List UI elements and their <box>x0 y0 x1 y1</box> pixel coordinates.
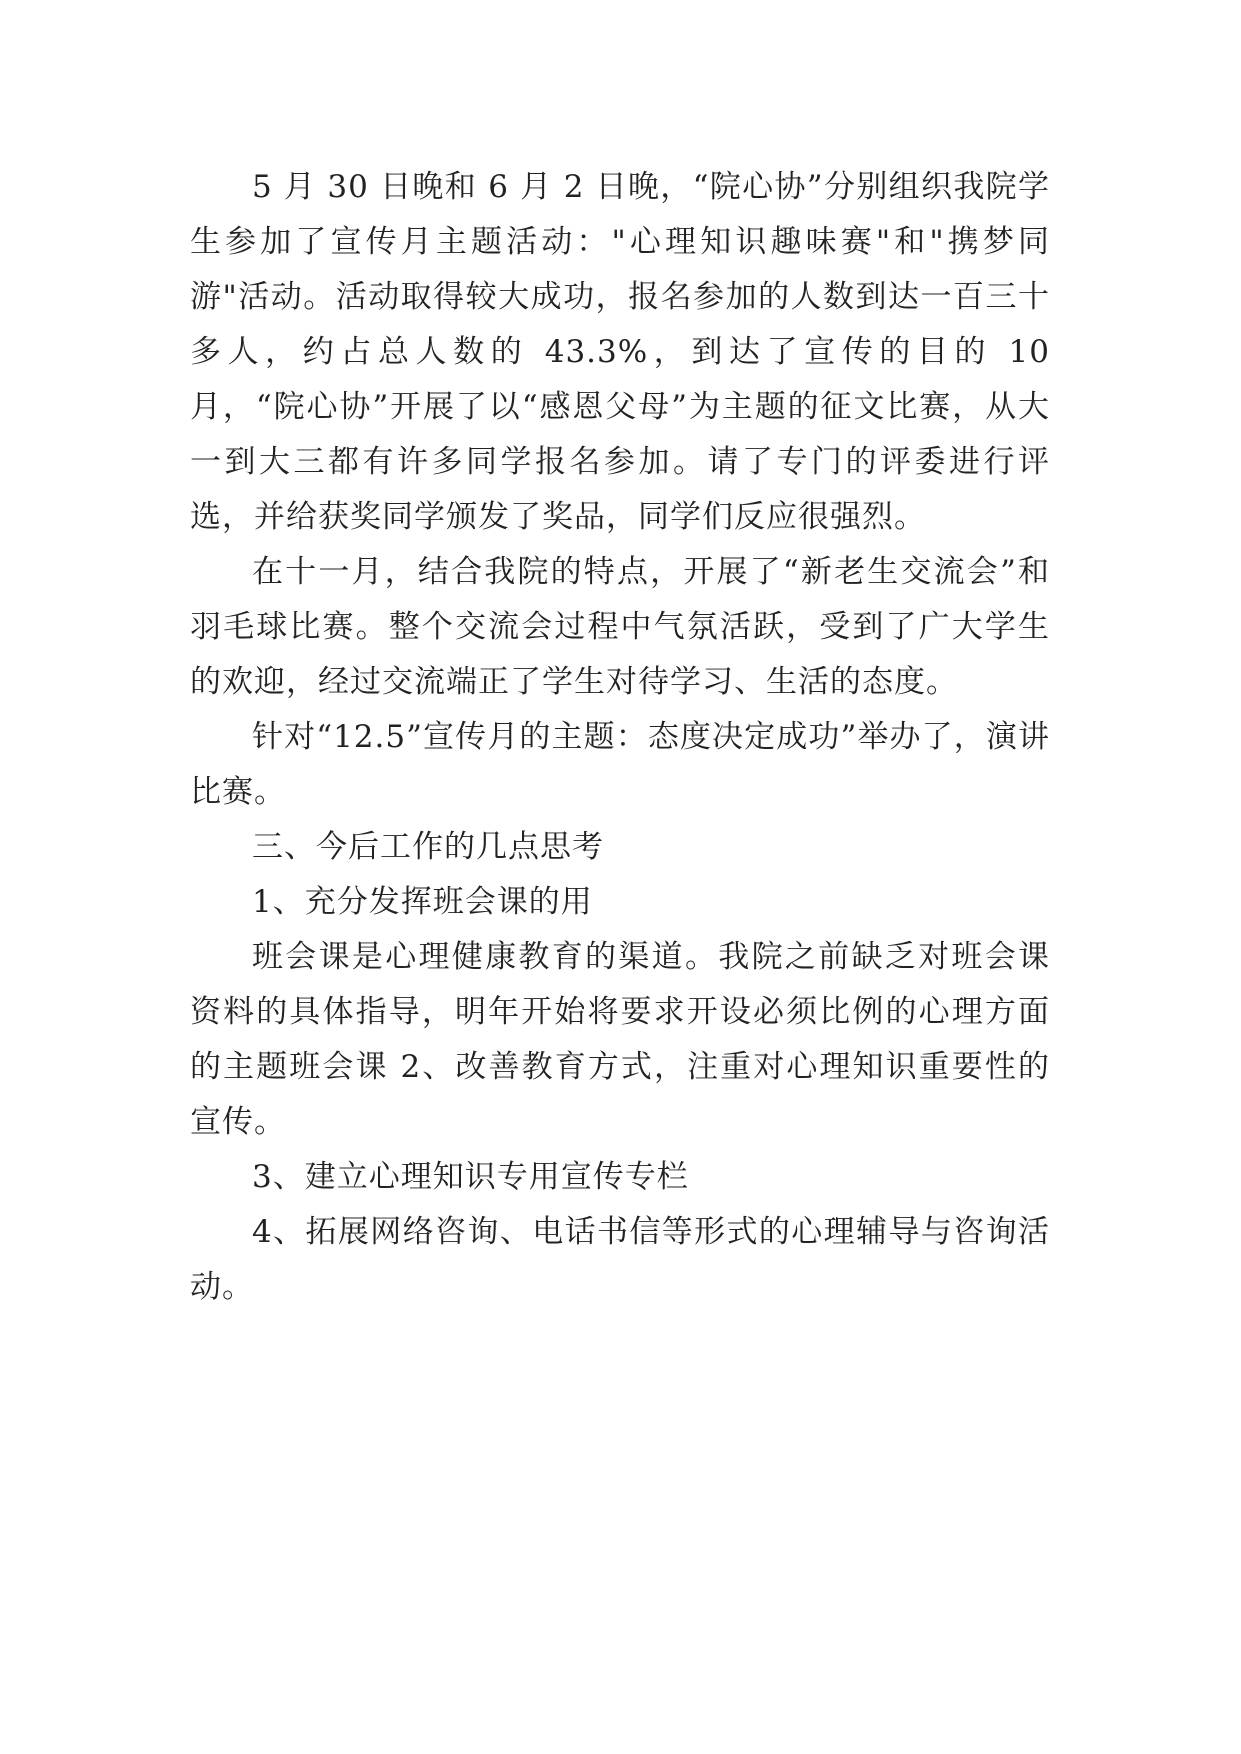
list-item-1: 1、充分发挥班会课的用 <box>252 884 593 920</box>
paragraph-speech-contest: 针对“12.5”宣传月的主题：态度决定成功”举办了，演讲比赛。 <box>190 719 1050 810</box>
list-item-3: 3、建立心理知识专用宣传专栏 <box>252 1159 689 1195</box>
paragraph-class-meeting: 班会课是心理健康教育的渠道。我院之前缺乏对班会课资料的具体指导，明年开始将要求开设必须比例的心理方面的主题班会课 2、改善教育方式，注重对心理知识重要性的宣传。 <box>190 939 1050 1140</box>
list-item-4: 4、拓展网络咨询、电话书信等形式的心理辅导与咨询活动。 <box>190 1214 1050 1305</box>
document-body <box>190 160 1050 1315</box>
section-heading-future-work: 三、今后工作的几点思考 <box>252 829 604 865</box>
paragraph-activities-may-october: 5 月 30 日晚和 6 月 2 日晚，“院心协”分别组织我院学生参加了宣传月主题活动："心理知识趣味赛"和"携梦同游"活动。活动取得较大成功，报名参加的人数到达一百三十多人，约占总人数的 43.3%，到达了宣传的目的 10 月，“院心协”开展了以“感恩父母”为主题的征文比赛，从大一到大三都有许多同学报名参加。请了专门的评委进行评选，并给获奖同学颁发了奖品，同学们反应很强烈。 <box>190 169 1050 535</box>
paragraph-november-exchange: 在十一月，结合我院的特点，开展了“新老生交流会”和羽毛球比赛。整个交流会过程中气氛活跃，受到了广大学生的欢迎，经过交流端正了学生对待学习、生活的态度。 <box>190 554 1050 700</box>
